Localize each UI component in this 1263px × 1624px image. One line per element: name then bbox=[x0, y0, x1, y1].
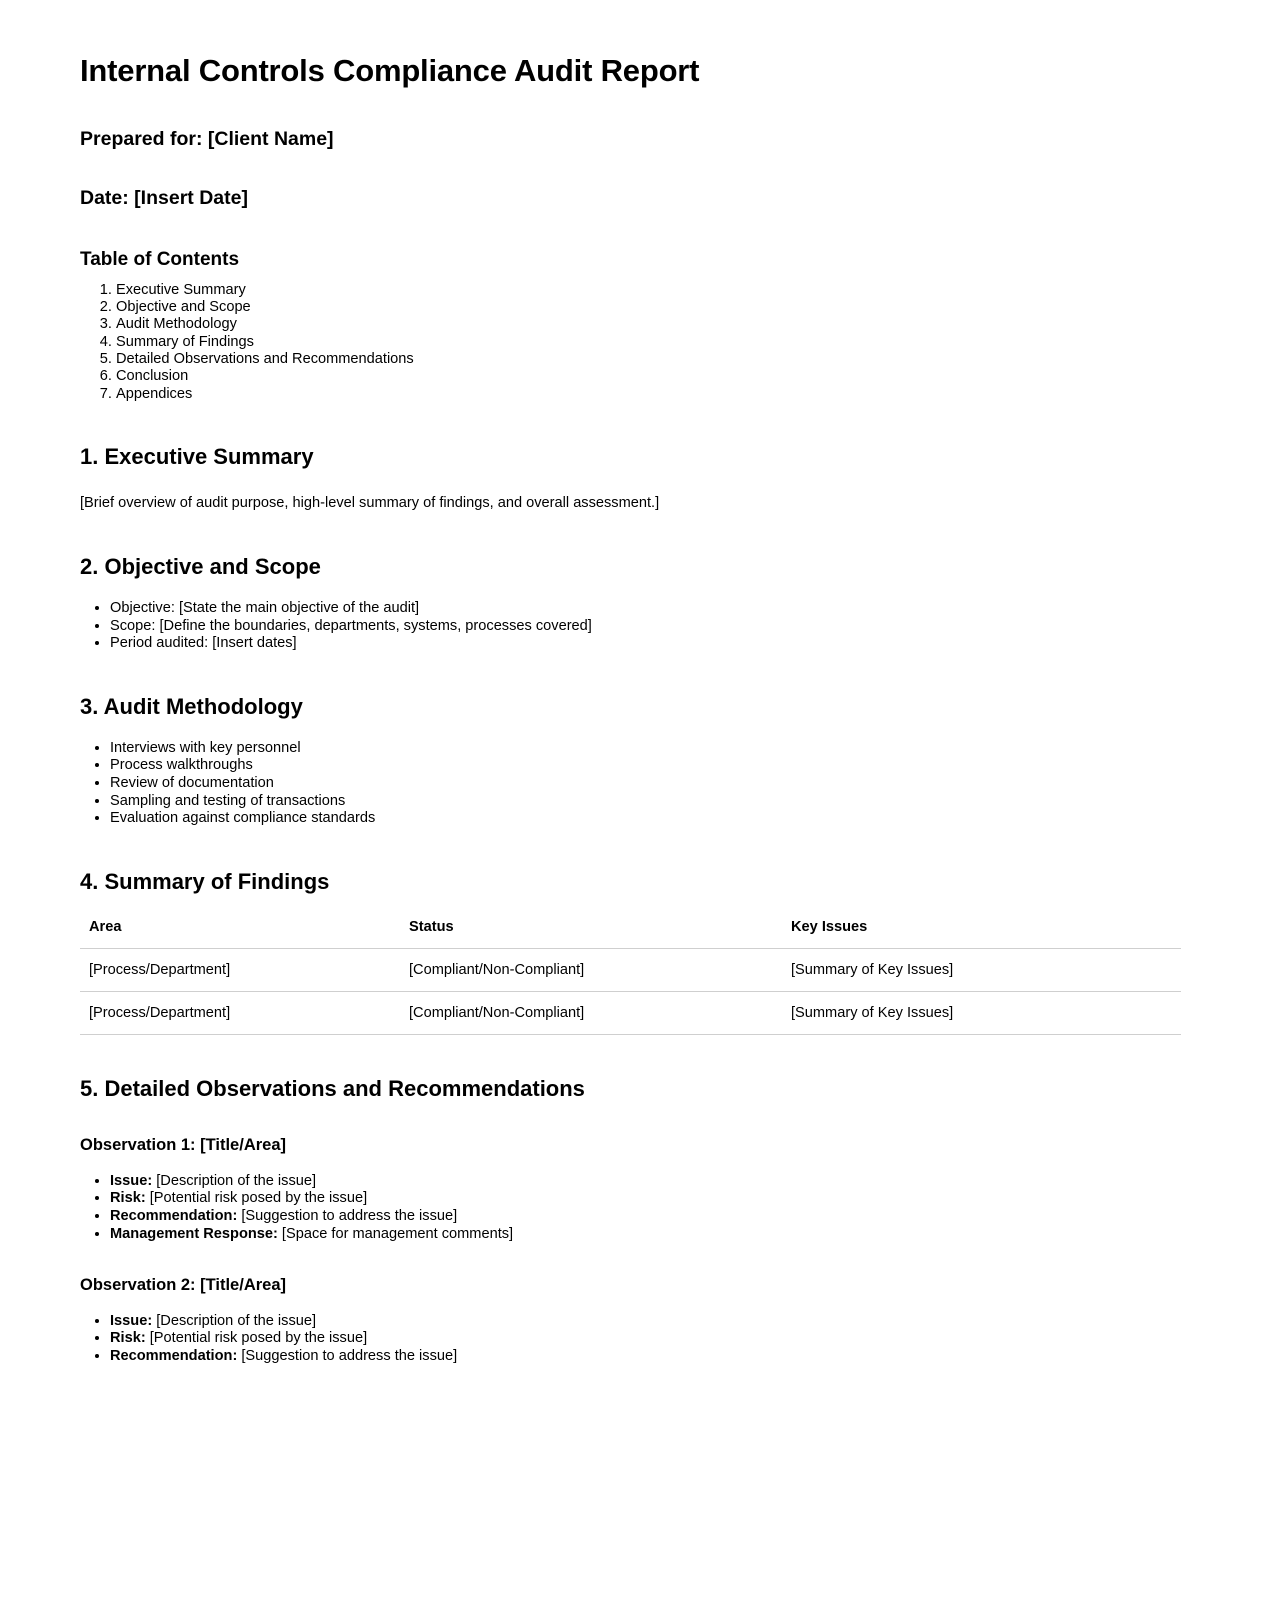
cell-status: [Compliant/Non-Compliant] bbox=[400, 991, 782, 1034]
section-heading-detailed-observations: 5. Detailed Observations and Recommendations bbox=[80, 1075, 585, 1101]
column-header-area: Area bbox=[80, 919, 400, 949]
table-of-contents-heading: Table of Contents bbox=[80, 248, 240, 270]
list-item: • Process walkthroughs bbox=[110, 757, 1183, 775]
list-item bbox=[110, 1313, 1183, 1331]
section-heading-summary-of-findings: 4. Summary of Findings bbox=[80, 868, 330, 894]
table-row bbox=[80, 948, 1181, 991]
section-heading-executive-summary: 1. Executive Summary bbox=[80, 444, 314, 470]
objective-scope-list bbox=[80, 600, 1183, 653]
list-item-label: Issue: bbox=[110, 1312, 153, 1329]
toc-item[interactable]: 1. Executive Summary bbox=[116, 282, 1183, 299]
list-item-text: [Potential risk posed by the issue] bbox=[145, 1190, 368, 1207]
list-item-label: Recommendation: bbox=[110, 1207, 238, 1224]
list-item bbox=[110, 1208, 1183, 1226]
list-item: • Period audited: [Insert dates] bbox=[110, 635, 1183, 653]
section-heading-audit-methodology: 3. Audit Methodology bbox=[80, 694, 303, 720]
list-item-label: Risk: bbox=[110, 1330, 146, 1347]
toc-item[interactable]: 3. Audit Methodology bbox=[116, 316, 1183, 333]
list-item-label: Recommendation: bbox=[110, 1347, 238, 1364]
list-item bbox=[110, 1330, 1183, 1348]
list-item-text: [Suggestion to address the issue] bbox=[237, 1207, 458, 1224]
list-item bbox=[110, 1190, 1183, 1208]
list-item-text: [Suggestion to address the issue] bbox=[237, 1347, 458, 1364]
list-item: • Review of documentation bbox=[110, 775, 1183, 793]
list-item: • Objective: [State the main objective of the audit] bbox=[110, 600, 1183, 618]
cell-area: [Process/Department] bbox=[80, 991, 400, 1034]
list-item bbox=[110, 1226, 1183, 1244]
table-header-row bbox=[80, 919, 1181, 949]
cell-key-issues: [Summary of Key Issues] bbox=[782, 991, 1181, 1034]
list-item-text: [Space for management comments] bbox=[277, 1225, 514, 1242]
cell-status: [Compliant/Non-Compliant] bbox=[400, 948, 782, 991]
toc-item[interactable]: 4. Summary of Findings bbox=[116, 334, 1183, 351]
list-item-label: Management Response: bbox=[110, 1225, 278, 1242]
date-line: Date: [Insert Date] bbox=[80, 186, 248, 209]
list-item: • Interviews with key personnel bbox=[110, 740, 1183, 758]
list-item bbox=[110, 1173, 1183, 1191]
column-header-status: Status bbox=[400, 919, 782, 949]
prepared-for-line: Prepared for: [Client Name] bbox=[80, 128, 334, 151]
column-header-key-issues: Key Issues bbox=[782, 919, 1181, 949]
list-item bbox=[110, 1348, 1183, 1366]
section-heading-objective-and-scope: 2. Objective and Scope bbox=[80, 554, 321, 580]
summary-of-findings-table bbox=[80, 919, 1181, 1035]
list-item-label: Risk: bbox=[110, 1190, 146, 1207]
audit-methodology-list bbox=[80, 740, 1183, 828]
list-item: • Evaluation against compliance standards bbox=[110, 810, 1183, 828]
observation-2-list bbox=[80, 1313, 1183, 1366]
list-item: • Sampling and testing of transactions bbox=[110, 793, 1183, 811]
cell-area: [Process/Department] bbox=[80, 948, 400, 991]
list-item-text: [Potential risk posed by the issue] bbox=[145, 1330, 368, 1347]
toc-item[interactable]: 7. Appendices bbox=[116, 386, 1183, 403]
list-item: • Scope: [Define the boundaries, departments, systems, processes covered] bbox=[110, 618, 1183, 636]
toc-item[interactable]: 2. Objective and Scope bbox=[116, 299, 1183, 316]
toc-item[interactable]: 5. Detailed Observations and Recommendations bbox=[116, 351, 1183, 368]
table-row bbox=[80, 991, 1181, 1034]
toc-item[interactable]: 6. Conclusion bbox=[116, 368, 1183, 385]
table-of-contents-list bbox=[80, 282, 1183, 404]
observation-1-title: Observation 1: [Title/Area] bbox=[80, 1136, 287, 1155]
observation-1-list bbox=[80, 1173, 1183, 1244]
cell-key-issues: [Summary of Key Issues] bbox=[782, 948, 1181, 991]
list-item-text: [Description of the issue] bbox=[152, 1312, 317, 1329]
observation-2-title: Observation 2: [Title/Area] bbox=[80, 1276, 287, 1295]
page-title: Internal Controls Compliance Audit Report bbox=[80, 53, 700, 88]
list-item-label: Issue: bbox=[110, 1172, 153, 1189]
list-item-text: [Description of the issue] bbox=[152, 1172, 317, 1189]
executive-summary-text: [Brief overview of audit purpose, high-level summary of findings, and overall assessment.] bbox=[80, 494, 660, 511]
